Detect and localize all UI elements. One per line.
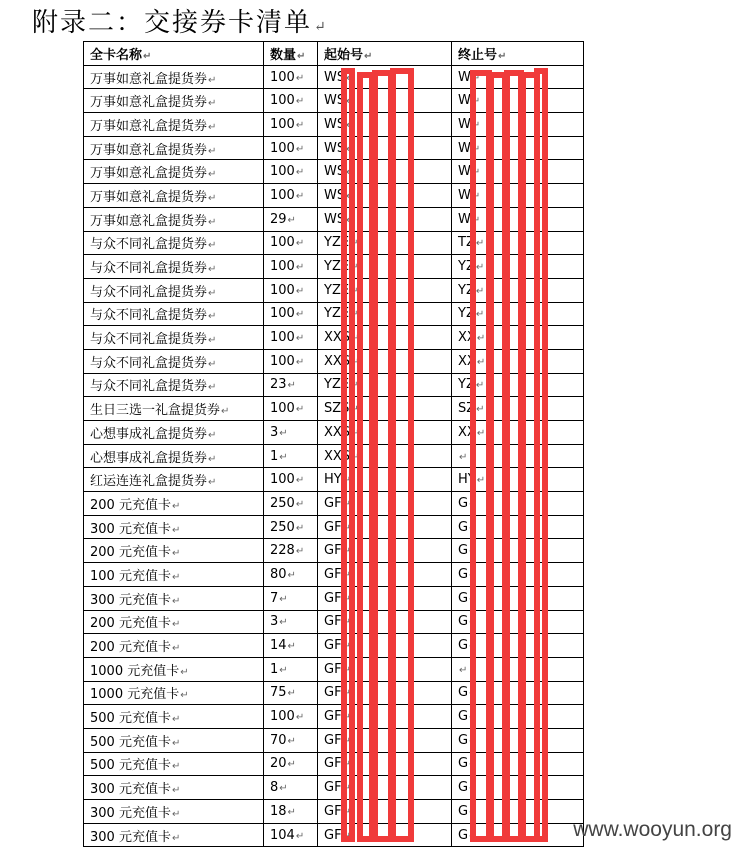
cell-end: W↵ [452,65,584,89]
header-end: 终止号↵ [452,42,584,66]
cell-qty: 100↵ [264,136,318,160]
cell-start: XXS↵ [318,444,452,468]
cell-name: 100 元充值卡↵ [84,563,264,587]
cell-name: 万事如意礼盒提货券↵ [84,160,264,184]
header-start: 起始号↵ [318,42,452,66]
cell-end: YZ↵ [452,278,584,302]
cell-qty: 3↵ [264,610,318,634]
cell-name: 300 元充值卡↵ [84,823,264,847]
cell-qty: 100↵ [264,349,318,373]
cell-end: YZ↵ [452,373,584,397]
cell-qty: 23↵ [264,373,318,397]
cell-start: WS↵ [318,160,452,184]
cell-end: ↵ [452,657,584,681]
cell-end: HY↵ [452,468,584,492]
cell-start: YZE↵ [318,231,452,255]
cell-start: GF↵ [318,539,452,563]
cell-qty: 100↵ [264,113,318,137]
cell-end: G↵ [452,823,584,847]
cell-start: GF↵ [318,610,452,634]
cell-name: 300 元充值卡↵ [84,800,264,824]
cell-start: WS↵ [318,207,452,231]
cell-qty: 100↵ [264,278,318,302]
cell-end: G↵ [452,563,584,587]
cell-name: 1000 元充值卡↵ [84,681,264,705]
cell-start: XXS↵ [318,349,452,373]
cell-name: 与众不同礼盒提货券↵ [84,278,264,302]
cell-end: G↵ [452,752,584,776]
cell-end: TZ↵ [452,231,584,255]
cell-end: G↵ [452,800,584,824]
cell-start: XXS↵ [318,326,452,350]
cell-end: G↵ [452,634,584,658]
cell-start: GF↵ [318,492,452,516]
cell-qty: 7↵ [264,586,318,610]
cell-qty: 14↵ [264,634,318,658]
cell-start: GF↵ [318,752,452,776]
cell-qty: 18↵ [264,800,318,824]
cell-qty: 100↵ [264,302,318,326]
cell-start: GF↵ [318,586,452,610]
cell-end: G↵ [452,515,584,539]
cell-start: GF↵ [318,657,452,681]
cell-qty: 104↵ [264,823,318,847]
cell-name: 万事如意礼盒提货券↵ [84,136,264,160]
cell-qty: 100↵ [264,326,318,350]
cell-qty: 250↵ [264,492,318,516]
cell-qty: 100↵ [264,184,318,208]
redaction-box [341,68,355,842]
cell-start: GF↵ [318,563,452,587]
cell-qty: 100↵ [264,705,318,729]
cell-end: SZ↵ [452,397,584,421]
cell-qty: 8↵ [264,776,318,800]
cell-end: G↵ [452,610,584,634]
cell-end: G↵ [452,492,584,516]
cell-start: YZE↵ [318,302,452,326]
watermark: www.wooyun.org [573,818,732,841]
cell-end: YZ↵ [452,255,584,279]
cell-qty: 100↵ [264,397,318,421]
cell-qty: 100↵ [264,255,318,279]
header-qty: 数量↵ [264,42,318,66]
cell-name: 1000 元充值卡↵ [84,657,264,681]
cell-start: GF↵ [318,681,452,705]
cell-end: G↵ [452,539,584,563]
cell-name: 500 元充值卡↵ [84,728,264,752]
cell-qty: 1↵ [264,444,318,468]
cell-name: 生日三选一礼盒提货券↵ [84,397,264,421]
cell-qty: 3↵ [264,421,318,445]
cell-end: W↵ [452,160,584,184]
cell-name: 与众不同礼盒提货券↵ [84,302,264,326]
cell-name: 200 元充值卡↵ [84,610,264,634]
cell-name: 万事如意礼盒提货券↵ [84,207,264,231]
cell-end: XX↵ [452,326,584,350]
cell-end: YZ↵ [452,302,584,326]
cell-start: WS↵ [318,65,452,89]
cell-end: W↵ [452,136,584,160]
cell-start: GF↵ [318,515,452,539]
cell-qty: 100↵ [264,468,318,492]
table-header-row [84,42,584,66]
cell-qty: 29↵ [264,207,318,231]
cell-name: 300 元充值卡↵ [84,586,264,610]
cell-name: 200 元充值卡↵ [84,539,264,563]
cell-end: XX↵ [452,349,584,373]
cell-name: 万事如意礼盒提货券↵ [84,113,264,137]
cell-name: 200 元充值卡↵ [84,634,264,658]
cell-qty: 20↵ [264,752,318,776]
cell-name: 与众不同礼盒提货券↵ [84,255,264,279]
cell-end: XX↵ [452,421,584,445]
cell-end: G↵ [452,681,584,705]
cell-qty: 70↵ [264,728,318,752]
cell-start: SZS↵ [318,397,452,421]
cell-end: G↵ [452,705,584,729]
cell-start: WS↵ [318,184,452,208]
header-name: 全卡名称↵ [84,42,264,66]
cell-start: HY↵ [318,468,452,492]
cell-start: GF↵ [318,634,452,658]
cell-qty: 100↵ [264,89,318,113]
cell-name: 300 元充值卡↵ [84,776,264,800]
cell-end: G↵ [452,586,584,610]
cell-name: 万事如意礼盒提货券↵ [84,184,264,208]
cell-end: W↵ [452,113,584,137]
redaction-box [534,68,548,842]
cell-qty: 250↵ [264,515,318,539]
cell-qty: 75↵ [264,681,318,705]
cell-start: YZE↵ [318,255,452,279]
cell-name: 300 元充值卡↵ [84,515,264,539]
cell-name: 500 元充值卡↵ [84,705,264,729]
cell-start: YZE↵ [318,278,452,302]
cell-end: G↵ [452,776,584,800]
cell-name: 与众不同礼盒提货券↵ [84,349,264,373]
cell-end: W↵ [452,184,584,208]
cell-qty: 80↵ [264,563,318,587]
cell-start: GF↵ [318,776,452,800]
cell-name: 万事如意礼盒提货券↵ [84,65,264,89]
cell-start: WS↵ [318,89,452,113]
cell-name: 心想事成礼盒提货券↵ [84,421,264,445]
page-title: 附录二：交接券卡清单 ↵ [32,8,328,38]
cell-name: 与众不同礼盒提货券↵ [84,373,264,397]
cell-start: WS↵ [318,136,452,160]
cell-end: ↵ [452,444,584,468]
cell-start: GF↵ [318,823,452,847]
cell-name: 与众不同礼盒提货券↵ [84,326,264,350]
cell-name: 500 元充值卡↵ [84,752,264,776]
cell-qty: 100↵ [264,160,318,184]
cell-start: WS↵ [318,113,452,137]
cell-end: G↵ [452,728,584,752]
cell-name: 万事如意礼盒提货券↵ [84,89,264,113]
cell-end: W↵ [452,89,584,113]
cell-end: W↵ [452,207,584,231]
cell-qty: 100↵ [264,65,318,89]
cell-start: GF↵ [318,728,452,752]
cell-qty: 228↵ [264,539,318,563]
cell-start: YZE↵ [318,373,452,397]
cell-name: 心想事成礼盒提货券↵ [84,444,264,468]
cell-start: GF↵ [318,800,452,824]
cell-name: 红运连连礼盒提货券↵ [84,468,264,492]
cell-start: GF↵ [318,705,452,729]
cell-qty: 100↵ [264,231,318,255]
cell-start: XXS↵ [318,421,452,445]
redaction-box [390,68,414,842]
cell-name: 200 元充值卡↵ [84,492,264,516]
cell-qty: 1↵ [264,657,318,681]
cell-name: 与众不同礼盒提货券↵ [84,231,264,255]
